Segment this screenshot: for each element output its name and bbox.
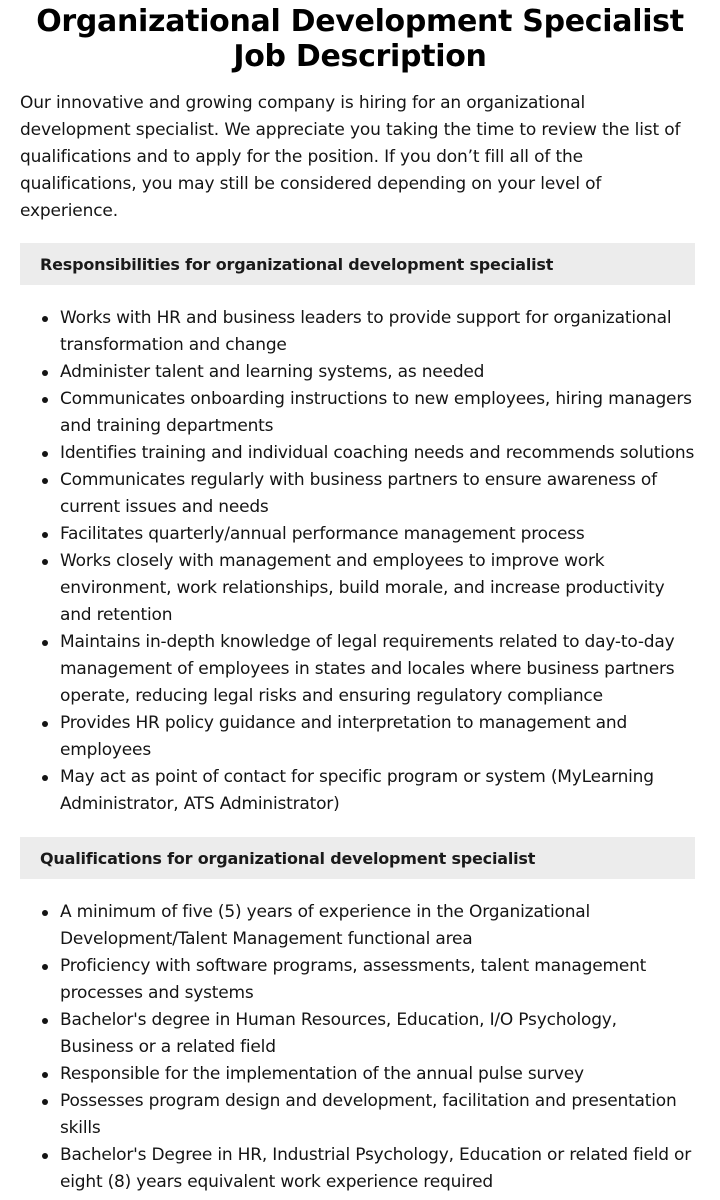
- list-item: Communicates regularly with business partners to ensure awareness of current issues and needs: [20, 467, 695, 521]
- list-item: Works closely with management and employees to improve work environment, work relationships, build morale, and increase productivity and retention: [20, 548, 695, 629]
- list-item: Facilitates quarterly/annual performance management process: [20, 521, 695, 548]
- list-item: Proficiency with software programs, assessments, talent management processes and systems: [20, 953, 695, 1007]
- list-item: Responsible for the implementation of the annual pulse survey: [20, 1061, 695, 1088]
- list-item: Provides HR policy guidance and interpretation to management and employees: [20, 710, 695, 764]
- page-title: Organizational Development Specialist Job Description: [36, 4, 684, 74]
- list-item: Communicates onboarding instructions to new employees, hiring managers and training departments: [20, 386, 695, 440]
- list-item: Administer talent and learning systems, as needed: [20, 359, 695, 386]
- list-item: Bachelor's degree in Human Resources, Education, I/O Psychology, Business or a related field: [20, 1007, 695, 1061]
- list-item: May act as point of contact for specific program or system (MyLearning Administrator, ATS Administrator): [20, 764, 695, 818]
- qualifications-heading: Qualifications for organizational development specialist: [20, 837, 695, 879]
- list-item: Possesses program design and development, facilitation and presentation skills: [20, 1088, 695, 1142]
- list-item: Identifies training and individual coaching needs and recommends solutions: [20, 440, 695, 467]
- responsibilities-heading: Responsibilities for organizational development specialist: [20, 243, 695, 285]
- list-item: Maintains in-depth knowledge of legal requirements related to day-to-day management of employees in states and locales where business partners operate, reducing legal risks and ensuring regulatory compliance: [20, 629, 695, 710]
- intro-paragraph: Our innovative and growing company is hiring for an organizational development specialist. We appreciate you taking the time to review the list of qualifications and to apply for the position. If you don’t fill all of the qualifications, you may still be considered depending on your level of experience.: [20, 93, 681, 221]
- list-item: A minimum of five (5) years of experience in the Organizational Development/Talent Management functional area: [20, 899, 695, 953]
- responsibilities-list: [20, 305, 695, 818]
- qualifications-list: [20, 899, 695, 1196]
- list-item: Works with HR and business leaders to provide support for organizational transformation and change: [20, 305, 695, 359]
- list-item: Bachelor's Degree in HR, Industrial Psychology, Education or related field or eight (8) years equivalent work experience required: [20, 1142, 695, 1196]
